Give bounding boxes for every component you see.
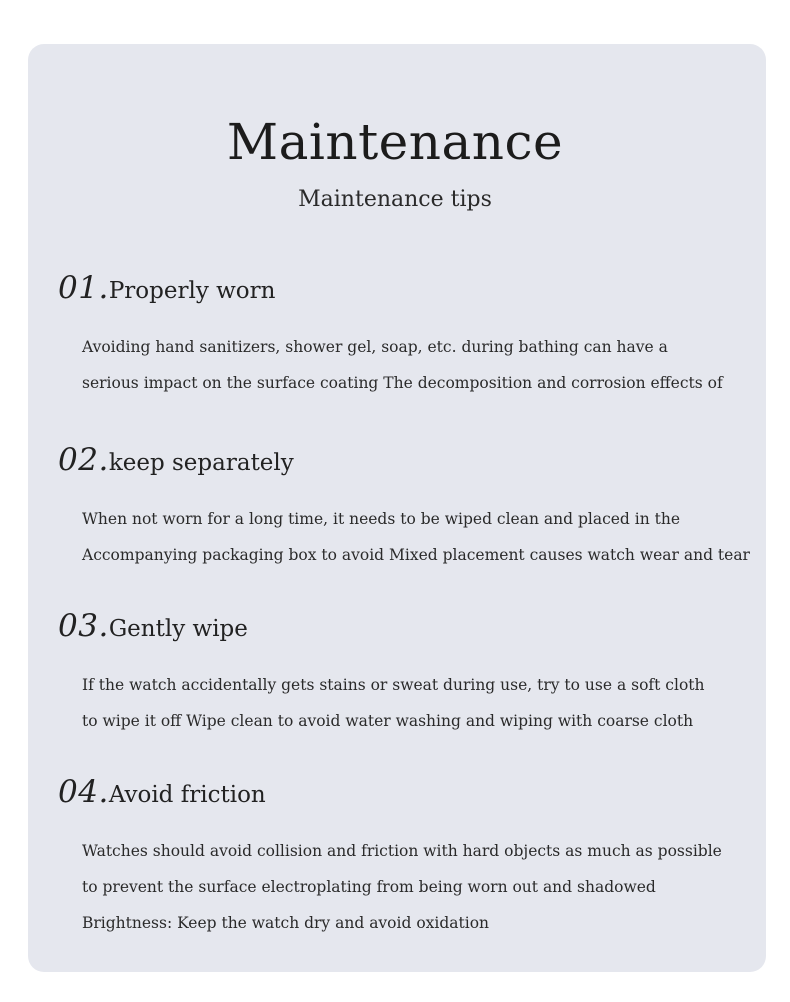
page-subtitle: Maintenance tips (298, 187, 492, 212)
tip-body (82, 329, 768, 401)
tip-section-1 (58, 268, 768, 401)
tip-line: Avoiding hand sanitizers, shower gel, soap, etc. during bathing can have a (82, 338, 668, 356)
tip-heading (58, 606, 768, 649)
tip-number: 01. (58, 270, 109, 306)
tip-title: Gently wipe (108, 616, 248, 642)
tip-section-4 (58, 772, 768, 941)
tip-section-2 (58, 440, 768, 573)
tip-line: Watches should avoid collision and friction with hard objects as much as possible (82, 842, 722, 860)
tip-line: serious impact on the surface coating The decomposition and corrosion effects of (82, 374, 723, 392)
tip-number: 02. (58, 442, 109, 478)
tip-title: Properly worn (108, 278, 276, 304)
tip-line: to prevent the surface electroplating from being worn out and shadowed (82, 878, 656, 896)
tip-body (82, 501, 768, 573)
tip-title: Avoid friction (108, 782, 266, 808)
tip-line: If the watch accidentally gets stains or sweat during use, try to use a soft cloth (82, 676, 705, 694)
tip-body (82, 833, 768, 941)
tip-line: When not worn for a long time, it needs to be wiped clean and placed in the (82, 510, 681, 528)
tip-line: to wipe it off Wipe clean to avoid water washing and wiping with coarse cloth (82, 712, 694, 730)
tip-section-3 (58, 606, 768, 739)
tip-heading (58, 772, 768, 815)
tip-title: keep separately (108, 450, 294, 476)
tip-heading (58, 440, 768, 483)
tip-line: Accompanying packaging box to avoid Mixed placement causes watch wear and tear (82, 546, 750, 564)
tip-heading (58, 268, 768, 311)
page-title: Maintenance (226, 113, 564, 171)
tip-number: 04. (58, 774, 109, 810)
tip-line: Brightness: Keep the watch dry and avoid oxidation (82, 914, 490, 932)
tip-body (82, 667, 768, 739)
tip-number: 03. (58, 608, 109, 644)
